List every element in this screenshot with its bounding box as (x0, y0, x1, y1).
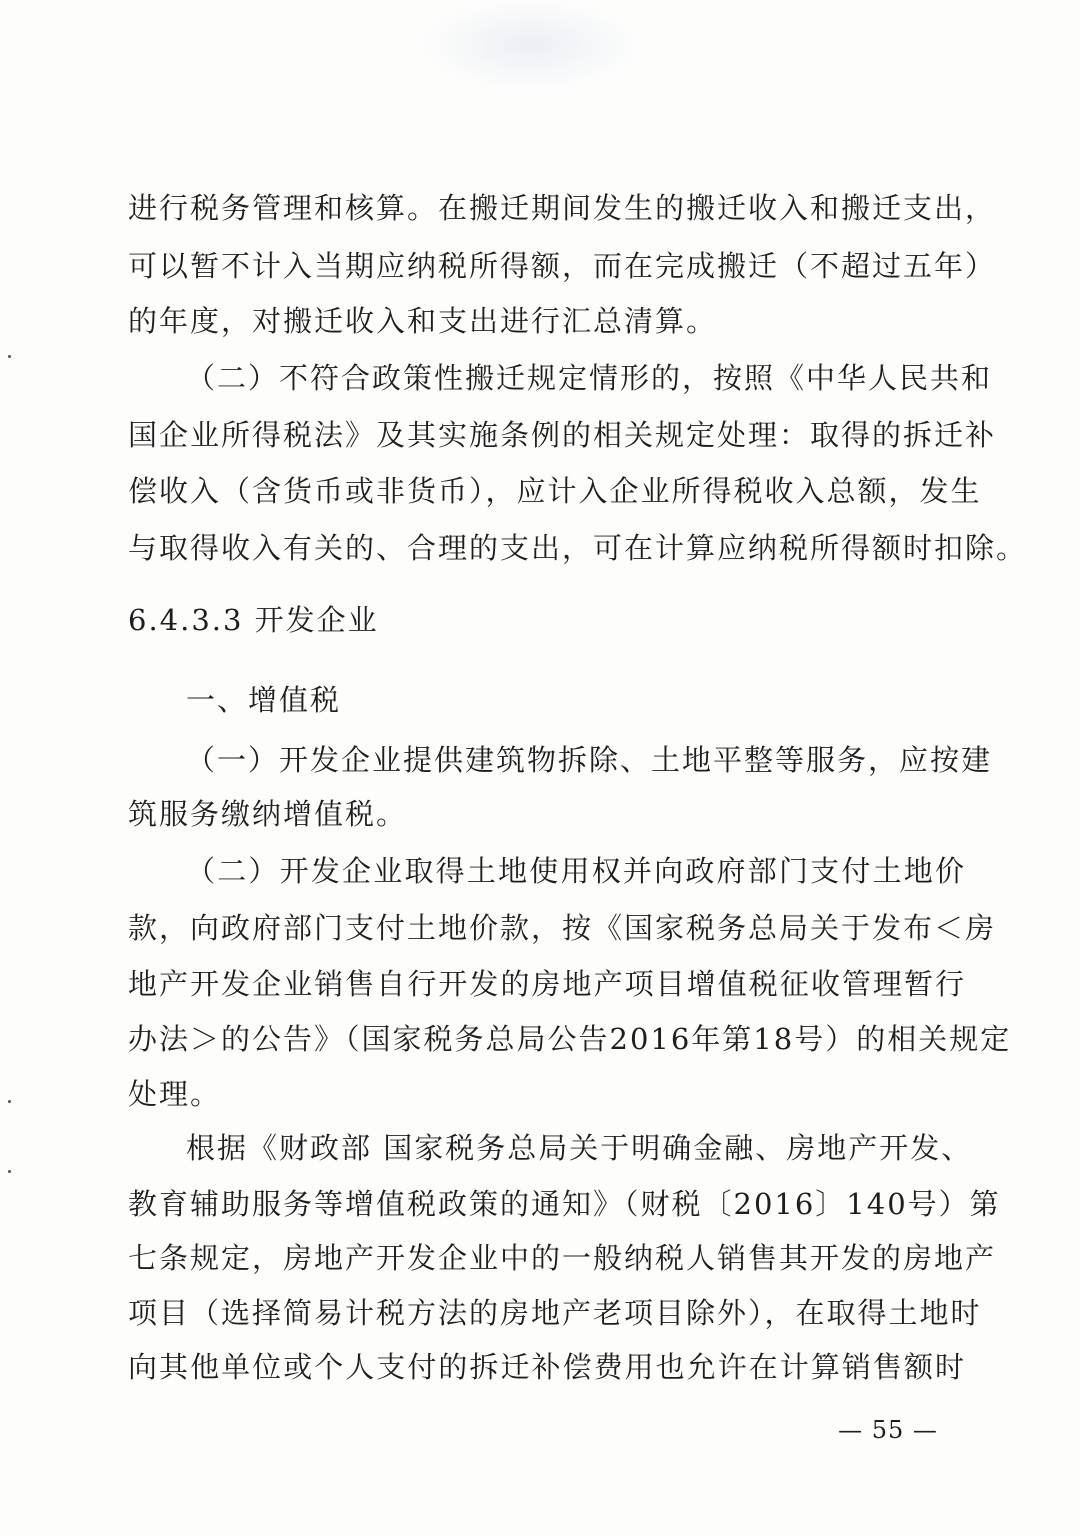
paragraph-start-line: 根据《财政部 国家税务总局关于明确金融、房地产开发、 (186, 1131, 973, 1165)
body-line: 处理。 (128, 1077, 222, 1111)
body-line: 教育辅助服务等增值税政策的通知》（财税〔2016〕140号）第 (128, 1187, 1001, 1221)
body-line: 的年度，对搬迁收入和支出进行汇总清算。 (128, 304, 718, 338)
paragraph-start-line: （二）开发企业取得土地使用权并向政府部门支付土地价 (186, 854, 966, 888)
scan-smudge (420, 0, 640, 90)
body-line: 办法＞的公告》（国家税务总局公告2016年第18号）的相关规定 (128, 1022, 1012, 1056)
paragraph-start-line: （一）开发企业提供建筑物拆除、土地平整等服务，应按建 (186, 743, 993, 777)
body-line: 与取得收入有关的、合理的支出，可在计算应纳税所得额时扣除。 (128, 531, 1028, 565)
subsection-heading: 一、增值税 (186, 683, 342, 717)
scan-speck (8, 355, 11, 358)
paragraph-start-line: （二）不符合政策性搬迁规定情形的，按照《中华人民共和 (186, 361, 993, 395)
body-line: 七条规定，房地产开发企业中的一般纳税人销售其开发的房地产 (128, 1241, 997, 1275)
body-line: 可以暂不计入当期应纳税所得额，而在完成搬迁（不超过五年） (128, 249, 997, 283)
scan-speck (8, 1100, 11, 1103)
page-number: — 55 — (838, 1416, 938, 1444)
body-line: 向其他单位或个人支付的拆迁补偿费用也允许在计算销售额时 (128, 1350, 966, 1384)
scan-speck (8, 1170, 11, 1173)
body-line: 款，向政府部门支付土地价款，按《国家税务总局关于发布＜房 (128, 911, 997, 945)
body-line: 进行税务管理和核算。在搬迁期间发生的搬迁收入和搬迁支出， (128, 191, 997, 225)
body-line: 地产开发企业销售自行开发的房地产项目增值税征收管理暂行 (128, 967, 966, 1001)
body-line: 国企业所得税法》及其实施条例的相关规定处理：取得的拆迁补 (128, 418, 997, 452)
section-heading: 6.4.3.3 开发企业 (128, 603, 379, 637)
body-line: 筑服务缴纳增值税。 (128, 797, 408, 831)
body-line: 项目（选择简易计税方法的房地产老项目除外），在取得土地时 (128, 1296, 982, 1330)
body-line: 偿收入（含货币或非货币），应计入企业所得税收入总额，发生 (128, 474, 982, 508)
